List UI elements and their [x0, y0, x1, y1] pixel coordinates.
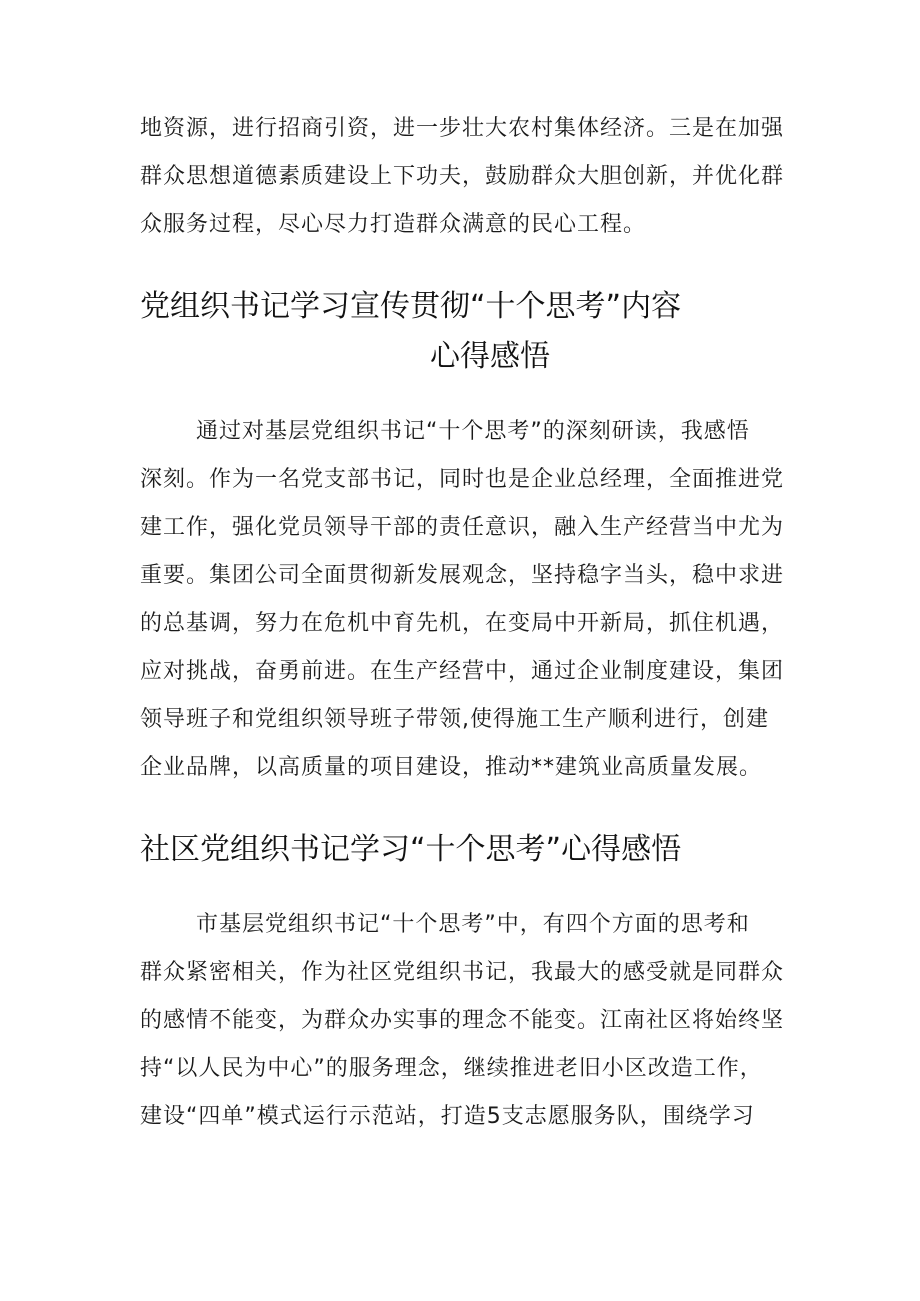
section1-line-8: 企业品牌，以高质量的项目建设，推动**建筑业高质量发展。	[140, 755, 763, 780]
intro-line-2: 群众思想道德素质建设上下功夫，鼓励群众大胆创新，并优化群	[140, 164, 785, 189]
section1-line-2: 深刻。作为一名党支部书记，同时也是企业总经理，全面推进党	[140, 467, 785, 492]
intro-line-3: 众服务过程，尽心尽力打造群众满意的民心工程。	[140, 212, 647, 237]
section1-line-1: 通过对基层党组织书记“十个思考”的深刻研读，我感悟	[196, 419, 750, 444]
section1-line-6: 应对挑战，奋勇前进。在生产经营中，通过企业制度建设，集团	[140, 659, 785, 684]
section2-line-3: 的感情不能变，为群众办实事的理念不能变。江南社区将始终坚	[140, 1008, 785, 1033]
section1-line-4: 重要。集团公司全面贯彻新发展观念，坚持稳字当头，稳中求进	[140, 563, 785, 588]
intro-line-1: 地资源，进行招商引资，进一步壮大农村集体经济。三是在加强	[140, 116, 785, 141]
section1-title-line2: 心得感悟	[430, 339, 550, 374]
section2-line-4: 持“以人民为中心”的服务理念，继续推进老旧小区改造工作，	[140, 1056, 763, 1081]
section2-title: 社区党组织书记学习“十个思考”心得感悟	[140, 832, 682, 867]
section1-line-3: 建工作，强化党员领导干部的责任意识，融入生产经营当中尤为	[140, 515, 785, 540]
section1-title-line1: 党组织书记学习宣传贯彻“十个思考”内容	[140, 289, 682, 324]
section1-line-5: 的总基调，努力在危机中育先机，在变局中开新局，抓住机遇，	[140, 611, 785, 636]
section2-line-5: 建设“四单”模式运行示范站，打造5支志愿服务队，围绕学习	[140, 1104, 755, 1129]
section2-line-1: 市基层党组织书记“十个思考”中，有四个方面的思考和	[196, 912, 750, 937]
section1-line-7: 领导班子和党组织领导班子带领,使得施工生产顺利进行，创建	[140, 707, 769, 732]
section2-line-2: 群众紧密相关，作为社区党组织书记，我最大的感受就是同群众	[140, 960, 785, 985]
